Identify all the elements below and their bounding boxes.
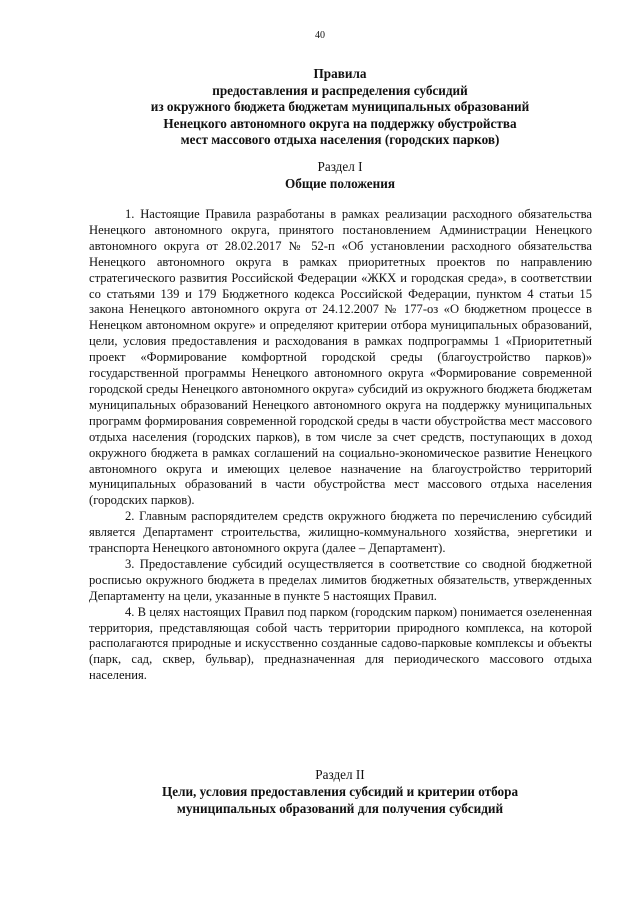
- paragraph-4: [89, 605, 592, 685]
- section-2-label: Раздел II: [315, 767, 365, 782]
- section-2-heading-line: Цели, условия предоставления субсидий и критерии отбора: [161, 784, 519, 799]
- page-number: 40: [315, 30, 325, 41]
- paragraph-3: [89, 557, 592, 605]
- section-1-label: Раздел I: [317, 159, 363, 174]
- paragraph-number: 4.: [125, 604, 135, 619]
- section-1-header: [80, 158, 600, 192]
- paragraph-text: Главным распорядителем средств окружного бюджета по перечислению субсидий является Департамент строительства, жилищно-коммунального хозяйства, энергетики и транспорта Ненецкого автономного округа (далее – Департамент).: [89, 509, 592, 556]
- title-line: из окружного бюджета бюджетам муниципальных образований: [150, 99, 530, 114]
- section-2-header: [80, 766, 600, 817]
- paragraph-number: 3.: [125, 556, 135, 571]
- title-line: предоставления и распределения субсидий: [212, 82, 468, 98]
- paragraph-text: Настоящие Правила разработаны в рамках реализации расходного обязательства Ненецкого автономного округа, принятого постановлением Администрации Ненецкого автономного округа от 28.02.2017 № 52-п «Об установлении расходного обязательства Ненецкого автономного округа в рамках приоритетных проектов по направлению стратегического развития Российской Федерации «ЖКХ и городская среда», в соответствии со статьями 139 и 179 Бюджетного кодекса Российской Федерации, пунктом 4 статьи 15 закона Ненецкого автономного округа от 24.12.2007 № 177-оз «О бюджетном процессе в Ненецком автономном округе» и определяют критерии отбора муниципальных образований, цели, условия предоставления и расходования в рамках подпрограммы 1 «Приоритетный проект «Формирование комфортной городской среды (благоустройство парков)» государственной программы Ненецкого автономного округа «Формирование современной городской среды Ненецкого автономного округа» субсидий из окружного бюджета бюджетам муниципальных образований Ненецкого автономного округа на поддержку муниципальных программ формирования современной городской среды в части обустройства мест массового отдыха населения (городских парков), в том числе за счет средств, поступающих в доход окружного бюджета в рамках соглашений на социально-экономическое развитие Ненецкого автономного округа и имеющих целевое назначение на благоустройство территорий муниципальных образований в части обустройства мест массового отдыха населения (городских парков).: [89, 207, 592, 508]
- paragraph-text: Предоставление субсидий осуществляется в соответствие со сводной бюджетной росписью окружного бюджета в пределах лимитов бюджетных обязательств, утвержденных Департаменту на цели, указанные в пункте 5 настоящих Правил.: [89, 556, 592, 603]
- title-line: Правила: [313, 66, 367, 81]
- title-line: Ненецкого автономного округа на поддержку обустройства: [163, 115, 517, 131]
- document-title: [80, 66, 600, 149]
- paragraph-number: 2.: [125, 509, 135, 524]
- paragraph-1: [89, 207, 592, 509]
- paragraph-number: 1.: [125, 207, 135, 221]
- section-1-body: [89, 207, 592, 684]
- section-1-heading: Общие положения: [285, 176, 395, 191]
- paragraph-text: В целях настоящих Правил под парком (городским парком) понимается озелененная территория, представляющая собой часть территории природного комплекса, на которой располагаются природные и искусственно созданные садово-парковые комплексы и объекты (парк, сад, сквер, бульвар), предназначенная для периодического массового отдыха населения.: [89, 604, 592, 683]
- paragraph-2: [89, 509, 592, 557]
- title-line: мест массового отдыха населения (городских парков): [180, 132, 500, 147]
- section-2-heading-line: муниципальных образований для получения субсидий: [176, 801, 504, 816]
